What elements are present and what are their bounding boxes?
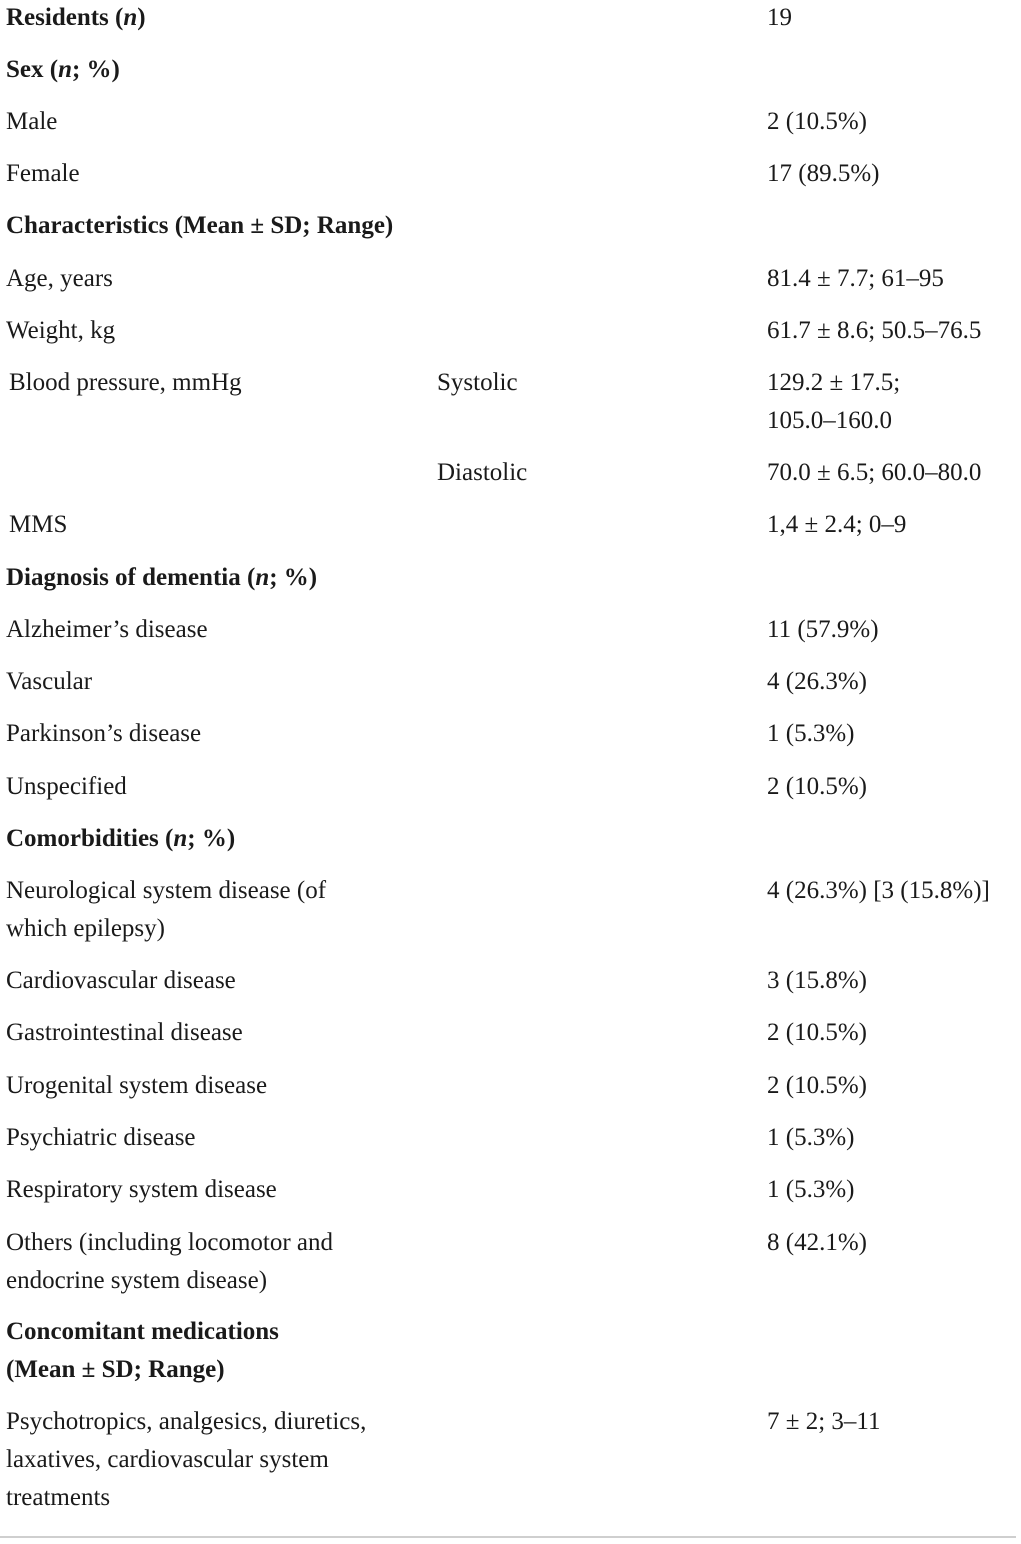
row-label: Alzheimer’s disease [6,616,208,643]
row-value: 17 (89.5%) [767,160,880,187]
row-label: Respiratory system disease [6,1176,277,1203]
row-label: Urogenital system disease [6,1072,268,1099]
row-label: Others (including locomotor and endocrine system disease) [6,1229,334,1294]
row-value: 2 (10.5%) [767,773,867,800]
row-value: 129.2 ± 17.5; 105.0–160.0 [767,369,901,434]
row-value: 1 (5.3%) [767,1176,855,1203]
row-sublabel: Diastolic [437,459,528,486]
row-label: Cardiovascular disease [6,967,236,994]
row-value: 7 ± 2; 3–11 [767,1408,881,1435]
row-value: 11 (57.9%) [767,616,879,643]
row-value: 1,4 ± 2.4; 0–9 [767,511,907,538]
row-label: Gastrointestinal disease [6,1019,243,1046]
row-label: Vascular [6,668,93,695]
row-label: Weight, kg [6,317,116,344]
row-value: 2 (10.5%) [767,108,867,135]
row-value: 70.0 ± 6.5; 60.0–80.0 [767,459,982,486]
row-value: 4 (26.3%) [3 (15.8%)] [767,877,990,904]
row-value: 4 (26.3%) [767,668,867,695]
row-value: 8 (42.1%) [767,1229,867,1256]
row-value: 1 (5.3%) [767,720,855,747]
row-label: Psychiatric disease [6,1124,196,1151]
row-sublabel: Systolic [437,369,518,396]
row-label: Sex (n; %) [6,56,120,83]
row-label: Diagnosis of dementia (n; %) [6,564,318,591]
row-value: 2 (10.5%) [767,1019,867,1046]
row-label: Male [6,108,58,135]
row-label: Unspecified [6,773,127,800]
row-label: Neurological system disease (of which epilepsy) [6,877,327,942]
row-label: Psychotropics, analgesics, diuretics, laxatives, cardiovascular system treatments [6,1408,367,1511]
row-value: 2 (10.5%) [767,1072,867,1099]
row-label: Residents (n) [6,4,146,31]
row-value: 3 (15.8%) [767,967,867,994]
row-label: Blood pressure, mmHg [9,369,242,396]
row-label: Age, years [6,265,113,292]
row-label: Parkinson’s disease [6,720,202,747]
row-label: Concomitant medications (Mean ± SD; Range) [6,1318,279,1383]
row-label: Characteristics (Mean ± SD; Range) [6,212,394,239]
row-label: Comorbidities (n; %) [6,825,236,852]
row-label: MMS [9,511,68,538]
table-bottom-rule [0,1536,1016,1538]
row-value: 19 [767,4,792,31]
row-value: 1 (5.3%) [767,1124,855,1151]
row-value: 81.4 ± 7.7; 61–95 [767,265,944,292]
row-label: Female [6,160,80,187]
row-value: 61.7 ± 8.6; 50.5–76.5 [767,317,982,344]
